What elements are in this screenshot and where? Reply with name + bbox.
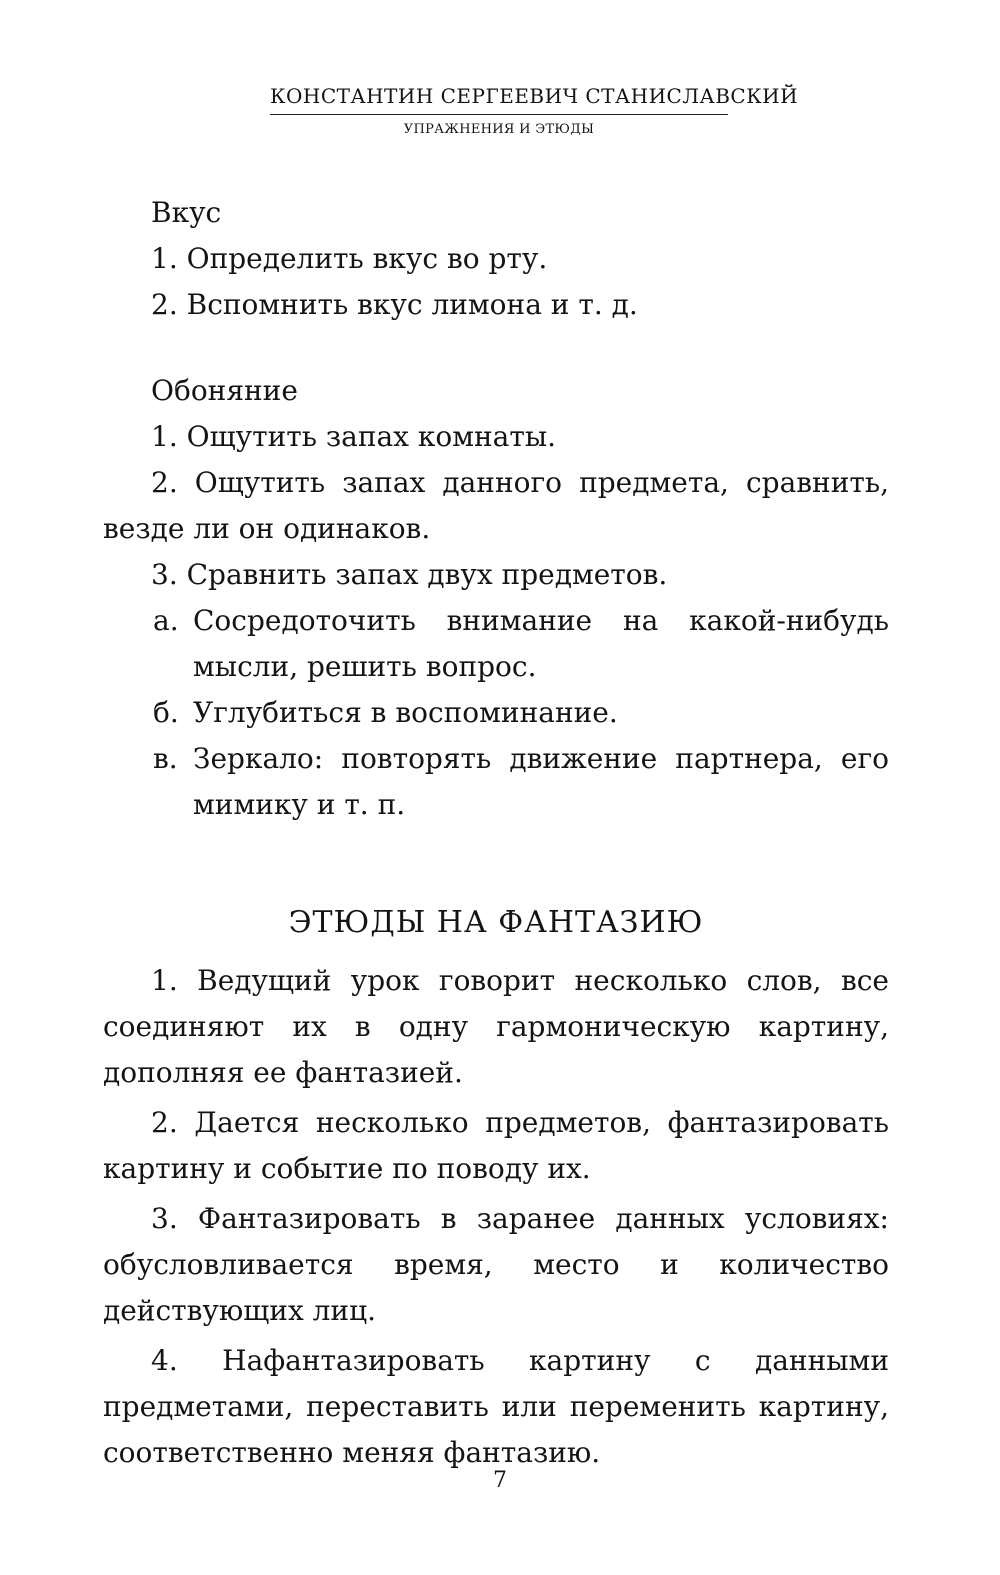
subitem-text: Зеркало: повторять движение партнера, его мимику и т. п. xyxy=(193,742,889,821)
fantasy-item: 1. Ведущий урок говорит несколько слов, все соединяют их в одну гармоническую картину, дополняя ее фантазией. xyxy=(103,964,889,1089)
smell-subitem xyxy=(103,690,889,736)
fantasy-item: 2. Дается несколько предметов, фантазировать картину и событие по поводу их. xyxy=(103,1106,889,1185)
spacer xyxy=(103,328,889,368)
smell-item: 2. Ощутить запах данного предмета, сравнить, везде ли он одинаков. xyxy=(103,466,889,545)
subitem-marker: в. xyxy=(153,742,178,775)
subitem-marker: б. xyxy=(153,696,179,729)
section-title: ЭТЮДЫ НА ФАНТАЗИЮ xyxy=(288,905,704,940)
smell-subitem xyxy=(103,598,889,690)
fantasy-item: 3. Фантазировать в заранее данных условиях: обусловливается время, место и количество действующих лиц. xyxy=(103,1202,889,1327)
running-head xyxy=(270,82,799,139)
page-number: 7 xyxy=(493,1468,507,1493)
taste-item: 2. Вспомнить вкус лимона и т. д. xyxy=(151,288,638,321)
author-name: КОНСТАНТИН СЕРГЕЕВИЧ СТАНИСЛАВСКИЙ xyxy=(270,84,799,108)
taste-heading: Вкус xyxy=(151,196,222,229)
subitem-text: Углубиться в воспоминание. xyxy=(193,696,618,729)
smell-subitem xyxy=(103,736,889,828)
fantasy-item: 4. Нафантазировать картину с данными предметами, переставить или переменить картину, соответственно меняя фантазию. xyxy=(103,1344,889,1469)
smell-item: 1. Ощутить запах комнаты. xyxy=(151,420,557,453)
body-text xyxy=(103,190,889,1476)
taste-item: 1. Определить вкус во рту. xyxy=(151,242,548,275)
header-rule xyxy=(270,114,728,115)
book-title: УПРАЖНЕНИЯ И ЭТЮДЫ xyxy=(403,122,595,137)
smell-heading: Обоняние xyxy=(151,374,298,407)
smell-item: 3. Сравнить запах двух предметов. xyxy=(151,558,668,591)
subitem-marker: а. xyxy=(153,604,179,637)
subitem-text: Сосредоточить внимание на какой-нибудь мысли, решить вопрос. xyxy=(193,604,889,683)
